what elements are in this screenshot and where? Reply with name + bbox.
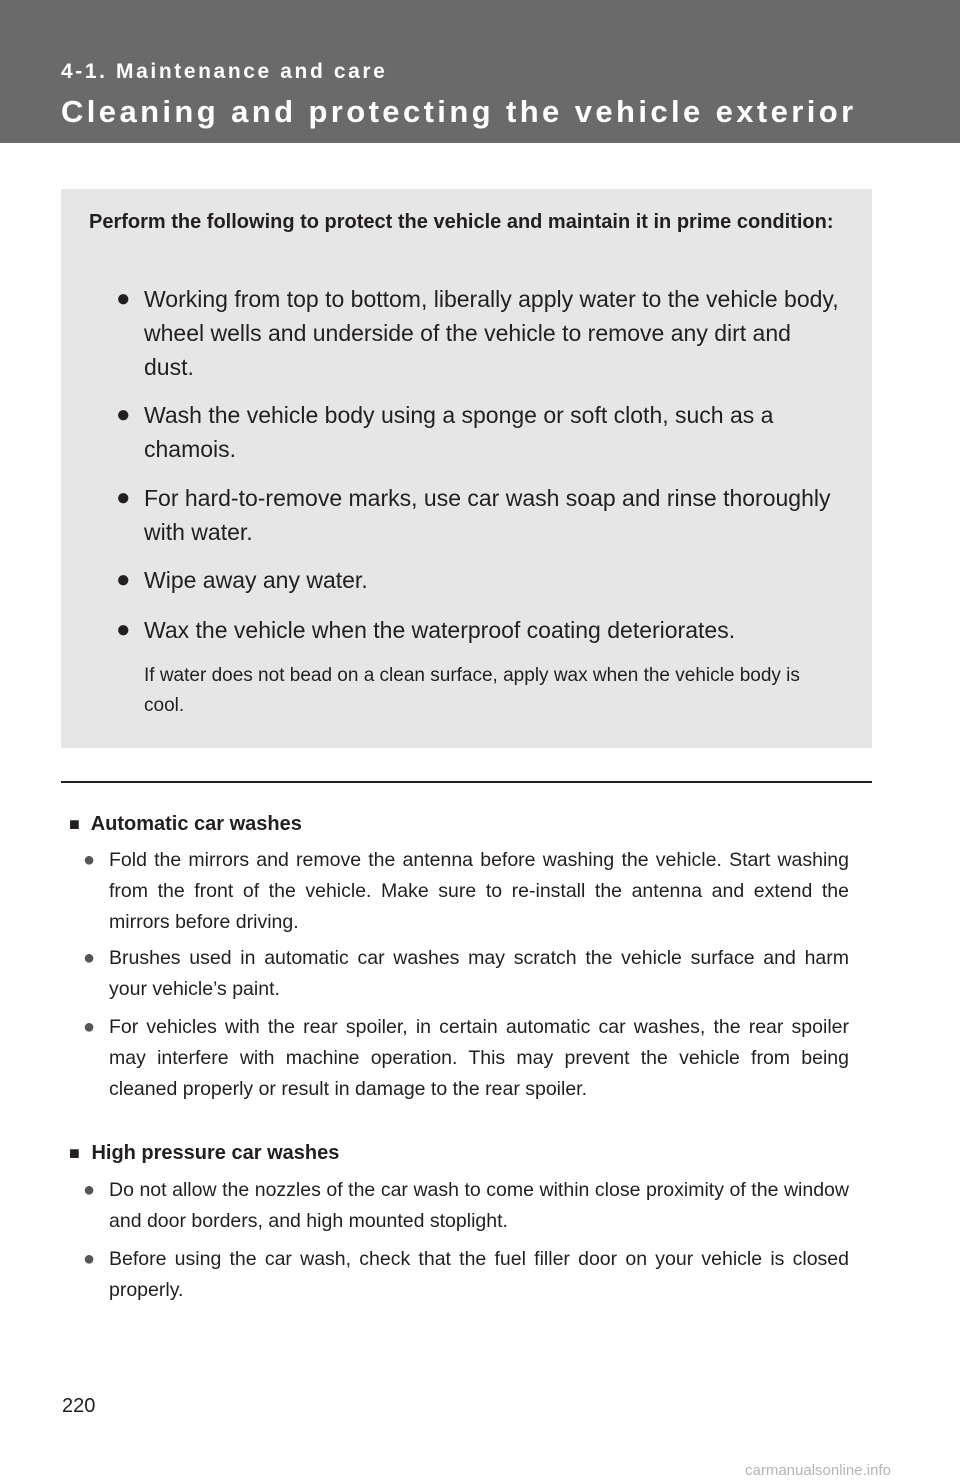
section-heading-text: High pressure car washes — [91, 1142, 340, 1164]
list-item-text: For vehicles with the rear spoiler, in certain automatic car washes, the rear spoiler may interfere with machine operation. This may prevent the vehicle from being cleaned properly or result in damage to the rear spoiler. — [109, 1016, 849, 1100]
bullet-icon: ● — [116, 484, 131, 511]
list-item — [83, 943, 849, 1005]
list-item-text: Do not allow the nozzles of the car wash to come within close proximity of the window and door borders, and high mounted stoplight. — [109, 1179, 849, 1232]
list-item-text: Before using the car wash, check that the fuel filler door on your vehicle is closed properly. — [109, 1248, 849, 1301]
summary-box — [61, 189, 872, 748]
summary-item — [116, 613, 844, 647]
list-item — [83, 1012, 849, 1105]
summary-item-text: Wax the vehicle when the waterproof coating deteriorates. — [144, 617, 736, 643]
bullet-icon: ● — [83, 849, 96, 871]
section-heading-automatic — [69, 813, 302, 836]
summary-item-text: Wipe away any water. — [144, 567, 368, 593]
list-item-text: Fold the mirrors and remove the antenna before washing the vehicle. Start washing from the front of the vehicle. Make sure to re-install the antenna and extend the mirrors before driving. — [109, 849, 849, 933]
bullet-icon: ● — [83, 1179, 96, 1201]
bullet-icon: ● — [116, 566, 131, 593]
list-item-text: Brushes used in automatic car washes may scratch the vehicle surface and harm your vehicle’s paint. — [109, 947, 849, 1000]
bullet-icon: ● — [83, 947, 96, 969]
bullet-icon: ● — [116, 285, 131, 312]
square-marker-icon: ■ — [69, 814, 80, 834]
list-item — [83, 1175, 849, 1237]
section-heading-text: Automatic car washes — [90, 813, 302, 835]
square-marker-icon: ■ — [69, 1143, 80, 1163]
section-heading-high-pressure — [69, 1142, 339, 1165]
wax-note: If water does not bead on a clean surface, apply wax when the vehicle body is cool. — [144, 665, 800, 716]
summary-item-text: Working from top to bottom, liberally apply water to the vehicle body, wheel wells and underside of the vehicle to remove any dirt and dust. — [144, 286, 839, 380]
bullet-icon: ● — [83, 1248, 96, 1270]
summary-intro: Perform the following to protect the vehicle and maintain it in prime condition: — [89, 211, 834, 233]
summary-item — [116, 398, 844, 466]
bullet-icon: ● — [116, 616, 131, 643]
section-header-band — [0, 0, 960, 143]
summary-item — [116, 481, 844, 549]
bullet-icon: ● — [116, 401, 131, 428]
page-title: Cleaning and protecting the vehicle exterior — [61, 94, 857, 129]
watermark-text: carmanualsonline.info — [745, 1462, 891, 1479]
list-item — [83, 1244, 849, 1306]
list-item — [83, 845, 849, 938]
bullet-icon: ● — [83, 1016, 96, 1038]
summary-item-text: For hard-to-remove marks, use car wash soap and rinse thoroughly with water. — [144, 485, 831, 545]
summary-item — [116, 282, 844, 384]
page-number: 220 — [62, 1395, 96, 1417]
summary-item-text: Wash the vehicle body using a sponge or soft cloth, such as a chamois. — [144, 402, 774, 462]
section-divider — [61, 781, 872, 783]
summary-item — [116, 563, 844, 597]
chapter-section-label: 4-1. Maintenance and care — [61, 60, 388, 83]
